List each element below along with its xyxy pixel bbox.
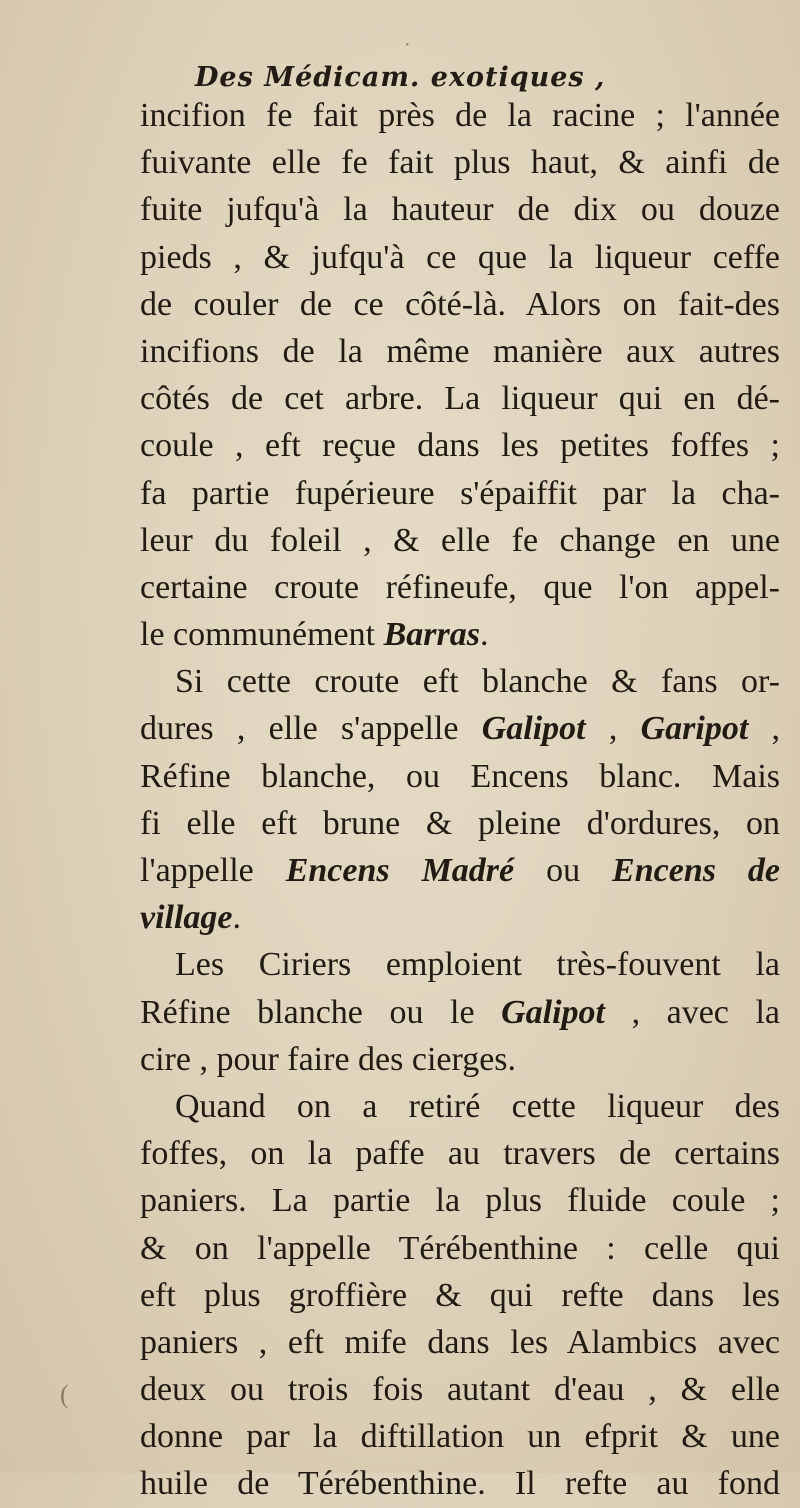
text-run: fi elle eft brune & pleine d'ordures, on bbox=[140, 804, 780, 842]
text-line bbox=[140, 1083, 780, 1130]
text-run: l'appelle bbox=[140, 852, 286, 889]
running-header: Des Médicam. exotiques , bbox=[195, 62, 606, 93]
text-line bbox=[140, 1413, 780, 1460]
text-run: côtés de cet arbre. La liqueur qui en dé- bbox=[140, 380, 780, 418]
text-run: ou bbox=[514, 852, 613, 889]
text-line bbox=[140, 139, 780, 186]
italic-term: Barras bbox=[383, 616, 480, 654]
text-line bbox=[140, 1272, 780, 1319]
text-run: fuite jufqu'à la hauteur de dix ou douze bbox=[140, 191, 780, 229]
page-speck: ( bbox=[60, 1380, 69, 1409]
text-run: le communément bbox=[140, 616, 384, 654]
text-run: pieds , & jufqu'à ce que la liqueur ceffe bbox=[140, 238, 780, 276]
text-run: incifions de la même manière aux autres bbox=[140, 332, 780, 370]
text-line bbox=[140, 517, 780, 564]
text-run: & on l'appelle Térébenthine : celle qui bbox=[140, 1229, 780, 1267]
text-run: Les Ciriers emploient très-fouvent la bbox=[175, 946, 780, 984]
text-run: , bbox=[748, 710, 781, 748]
text-run: , bbox=[585, 710, 641, 748]
page-speck: · bbox=[404, 34, 411, 56]
text-line bbox=[140, 1319, 780, 1366]
text-line bbox=[140, 611, 780, 658]
text-run: Si cette croute eft blanche & fans or- bbox=[175, 663, 780, 701]
text-run: eft plus groffière & qui refte dans les bbox=[140, 1276, 780, 1314]
text-line bbox=[140, 328, 780, 375]
text-line bbox=[140, 1366, 780, 1413]
text-line bbox=[140, 847, 780, 894]
text-run: paniers. La partie la plus fluide coule ; bbox=[140, 1182, 780, 1220]
text-line bbox=[140, 92, 780, 139]
text-line bbox=[140, 564, 780, 611]
text-line bbox=[140, 941, 780, 988]
text-line bbox=[140, 800, 780, 847]
text-line bbox=[140, 705, 780, 752]
text-line bbox=[140, 1177, 780, 1224]
text-run: leur du foleil , & elle fe change en une bbox=[140, 521, 780, 559]
italic-term: village bbox=[140, 899, 233, 937]
text-line bbox=[140, 1225, 780, 1272]
text-run: huile de Térébenthine. Il refte au fond bbox=[140, 1465, 780, 1503]
text-line bbox=[140, 1460, 780, 1507]
text-line bbox=[140, 422, 780, 469]
text-run: fa partie fupérieure s'épaiffit par la cha- bbox=[140, 474, 780, 512]
text-run: cire , pour faire des cierges. bbox=[140, 1040, 517, 1078]
text-line bbox=[140, 1130, 780, 1177]
text-line bbox=[140, 894, 780, 941]
text-line bbox=[140, 658, 780, 705]
text-run: fuivante elle fe fait plus haut, & ainfi de bbox=[140, 144, 780, 182]
italic-term: Encens de bbox=[612, 852, 781, 889]
text-line bbox=[140, 1036, 780, 1083]
text-run: . bbox=[479, 616, 489, 654]
text-run: de couler de ce côté-là. Alors on fait-des bbox=[140, 285, 780, 323]
text-run: incifion fe fait près de la racine ; l'année bbox=[140, 97, 780, 134]
text-run: Réfine blanche ou le bbox=[140, 993, 502, 1031]
text-run: , avec la bbox=[605, 993, 780, 1031]
text-line bbox=[140, 281, 780, 328]
text-run: certaine croute réfineufe, que l'on appel- bbox=[140, 568, 780, 606]
text-run: donne par la diftillation un efprit & une bbox=[140, 1418, 780, 1456]
body-text bbox=[140, 92, 780, 1508]
text-line bbox=[140, 234, 780, 281]
text-run: coule , eft reçue dans les petites foffes ; bbox=[140, 427, 780, 465]
text-run: paniers , eft mife dans les Alambics avec bbox=[140, 1323, 780, 1361]
text-run: Réfine blanche, ou Encens blanc. Mais bbox=[140, 757, 780, 795]
italic-term: Galipot bbox=[481, 710, 586, 748]
italic-term: Encens Madré bbox=[285, 852, 515, 889]
text-run: deux ou trois fois autant d'eau , & elle bbox=[140, 1371, 780, 1409]
italic-term: Galipot bbox=[501, 993, 606, 1031]
text-line bbox=[140, 375, 780, 422]
text-line bbox=[140, 470, 780, 517]
text-line bbox=[140, 186, 780, 233]
text-run: dures , elle s'appelle bbox=[140, 710, 482, 748]
text-run: Quand on a retiré cette liqueur des bbox=[175, 1087, 780, 1125]
text-run: . bbox=[232, 899, 242, 937]
italic-term: Garipot bbox=[640, 710, 749, 748]
text-line bbox=[140, 989, 780, 1036]
text-run: foffes, on la paffe au travers de certains bbox=[140, 1135, 780, 1173]
text-line bbox=[140, 753, 780, 800]
